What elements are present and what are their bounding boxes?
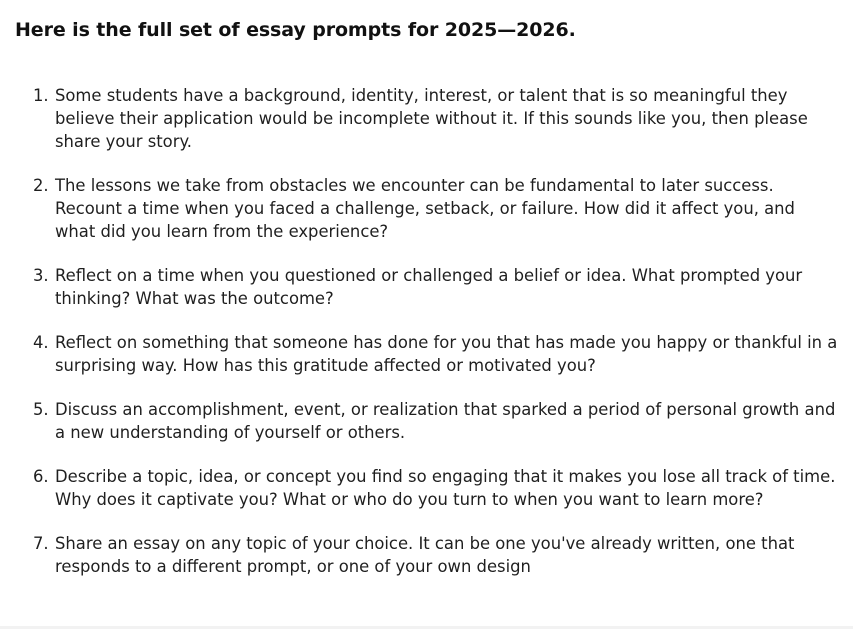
essay-prompt-6: [33, 465, 839, 511]
prompt-number: 3.: [33, 266, 49, 285]
essay-prompt-list: [33, 84, 839, 599]
prompt-text: Some students have a background, identity, interest, or talent that is so meaningful they believe their application would be incomplete without it. If this sounds like you, then please share your story.: [55, 86, 808, 151]
prompt-text: Share an essay on any topic of your choice. It can be one you've already written, one that responds to a different prompt, or one of your own design: [55, 534, 795, 576]
prompt-number: 1.: [33, 86, 49, 105]
prompt-text: Reflect on a time when you questioned or challenged a belief or idea. What prompted your thinking? What was the outcome?: [55, 266, 803, 308]
essay-prompt-1: [33, 84, 839, 153]
prompt-number: 4.: [33, 333, 49, 352]
essay-prompt-5: [33, 398, 839, 444]
prompt-number: 6.: [33, 467, 49, 486]
prompt-number: 5.: [33, 400, 49, 419]
page-heading: Here is the full set of essay prompts for 2025—2026.: [15, 19, 576, 41]
prompt-number: 7.: [33, 534, 49, 553]
prompt-text: Discuss an accomplishment, event, or realization that sparked a period of personal growth and a new understanding of yourself or others.: [55, 400, 836, 442]
essay-prompt-7: [33, 532, 839, 578]
prompt-text: Describe a topic, idea, or concept you find so engaging that it makes you lose all track of time. Why does it captivate you? What or who do you turn to when you want to learn more?: [55, 467, 836, 509]
prompt-number: 2.: [33, 176, 49, 195]
prompt-text: The lessons we take from obstacles we encounter can be fundamental to later success. Recount a time when you faced a challenge, setback, or failure. How did it affect you, and what did you learn from the experience?: [55, 176, 795, 241]
essay-prompt-2: [33, 174, 839, 243]
essay-prompt-4: [33, 331, 839, 377]
essay-prompt-3: [33, 264, 839, 310]
prompt-text: Reflect on something that someone has done for you that has made you happy or thankful in a surprising way. How has this gratitude affected or motivated you?: [55, 333, 838, 375]
